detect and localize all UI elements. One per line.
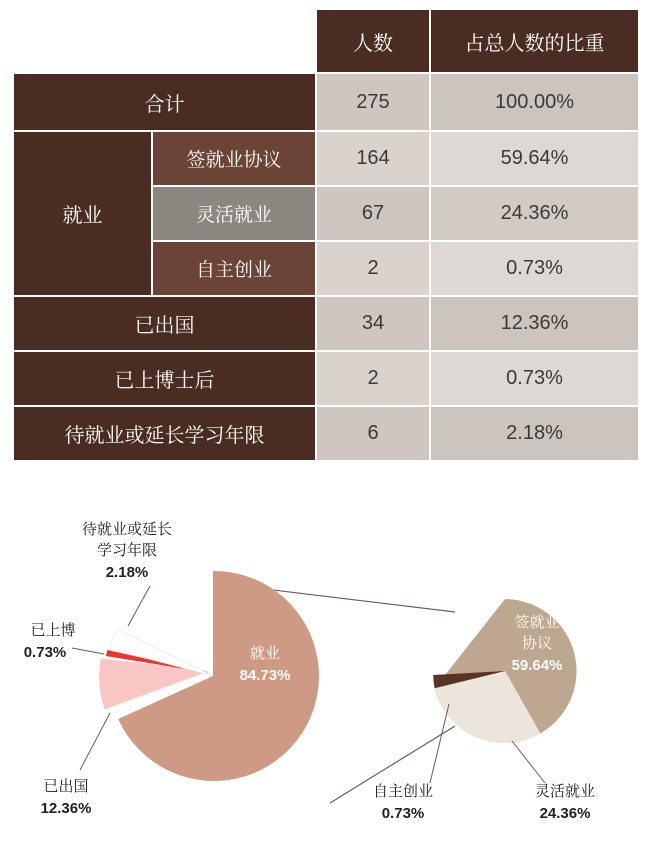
- label-employment-value: 84.73%: [239, 667, 291, 684]
- label-abroad-name: 已出国: [43, 778, 89, 795]
- row-count-abroad: 34: [316, 296, 430, 351]
- row-label-agreement: 签就业协议: [152, 131, 316, 186]
- row-count-postdoc: 2: [316, 351, 430, 406]
- row-pct-flexible: 24.36%: [430, 186, 639, 241]
- table-row: [13, 73, 639, 131]
- row-pct-pending: 2.18%: [430, 406, 639, 461]
- header-blank-cell: [13, 9, 316, 73]
- row-count-flexible: 67: [316, 186, 430, 241]
- row-group-employment: 就业: [13, 131, 152, 296]
- table-row: [13, 406, 639, 461]
- label-employment-name: 就业: [249, 645, 281, 662]
- table-row: [13, 131, 639, 186]
- row-count-agreement: 164: [316, 131, 430, 186]
- label-flexible-value: 24.36%: [539, 805, 591, 822]
- row-count-pending: 6: [316, 406, 430, 461]
- row-pct-startup: 0.73%: [430, 241, 639, 296]
- statistics-table: [12, 8, 640, 462]
- leader-postdoc: [72, 648, 104, 654]
- row-label-startup: 自主创业: [152, 241, 316, 296]
- row-label-abroad: 已出国: [13, 296, 316, 351]
- table-row: [13, 296, 639, 351]
- row-pct-postdoc: 0.73%: [430, 351, 639, 406]
- table-header-row: [13, 9, 639, 73]
- label-pending-value: 2.18%: [105, 564, 149, 581]
- label-agreement-name2: 协议: [521, 635, 553, 652]
- row-count-startup: 2: [316, 241, 430, 296]
- label-postdoc-name: 已上博: [30, 622, 76, 639]
- pie-chart-area: [0, 508, 650, 860]
- leader-flexible: [512, 741, 545, 783]
- row-label-total: 合计: [13, 73, 316, 131]
- label-pending-name2: 学习年限: [96, 542, 158, 559]
- label-flexible-name: 灵活就业: [534, 783, 596, 800]
- header-count: 人数: [316, 9, 430, 73]
- leader-abroad: [80, 713, 110, 770]
- leader-pending: [128, 586, 150, 626]
- label-startup-name: 自主创业: [372, 783, 434, 800]
- row-label-pending: 待就业或延长学习年限: [13, 406, 316, 461]
- statistics-table-wrapper: [12, 8, 638, 462]
- row-count-total: 275: [316, 73, 430, 131]
- row-pct-abroad: 12.36%: [430, 296, 639, 351]
- pie-chart-svg: [0, 508, 650, 860]
- header-percent: 占总人数的比重: [430, 9, 639, 73]
- label-postdoc-value: 0.73%: [23, 644, 67, 661]
- label-agreement-value: 59.64%: [511, 657, 563, 674]
- label-startup-value: 0.73%: [381, 805, 425, 822]
- label-agreement-name: 签就业: [514, 614, 560, 631]
- leader-startup: [430, 704, 449, 783]
- row-label-flexible: 灵活就业: [152, 186, 316, 241]
- row-pct-total: 100.00%: [430, 73, 639, 131]
- label-pending-name: 待就业或延长: [81, 521, 173, 538]
- table-row: [13, 351, 639, 406]
- row-label-postdoc: 已上博士后: [13, 351, 316, 406]
- label-abroad-value: 12.36%: [40, 800, 92, 817]
- row-pct-agreement: 59.64%: [430, 131, 639, 186]
